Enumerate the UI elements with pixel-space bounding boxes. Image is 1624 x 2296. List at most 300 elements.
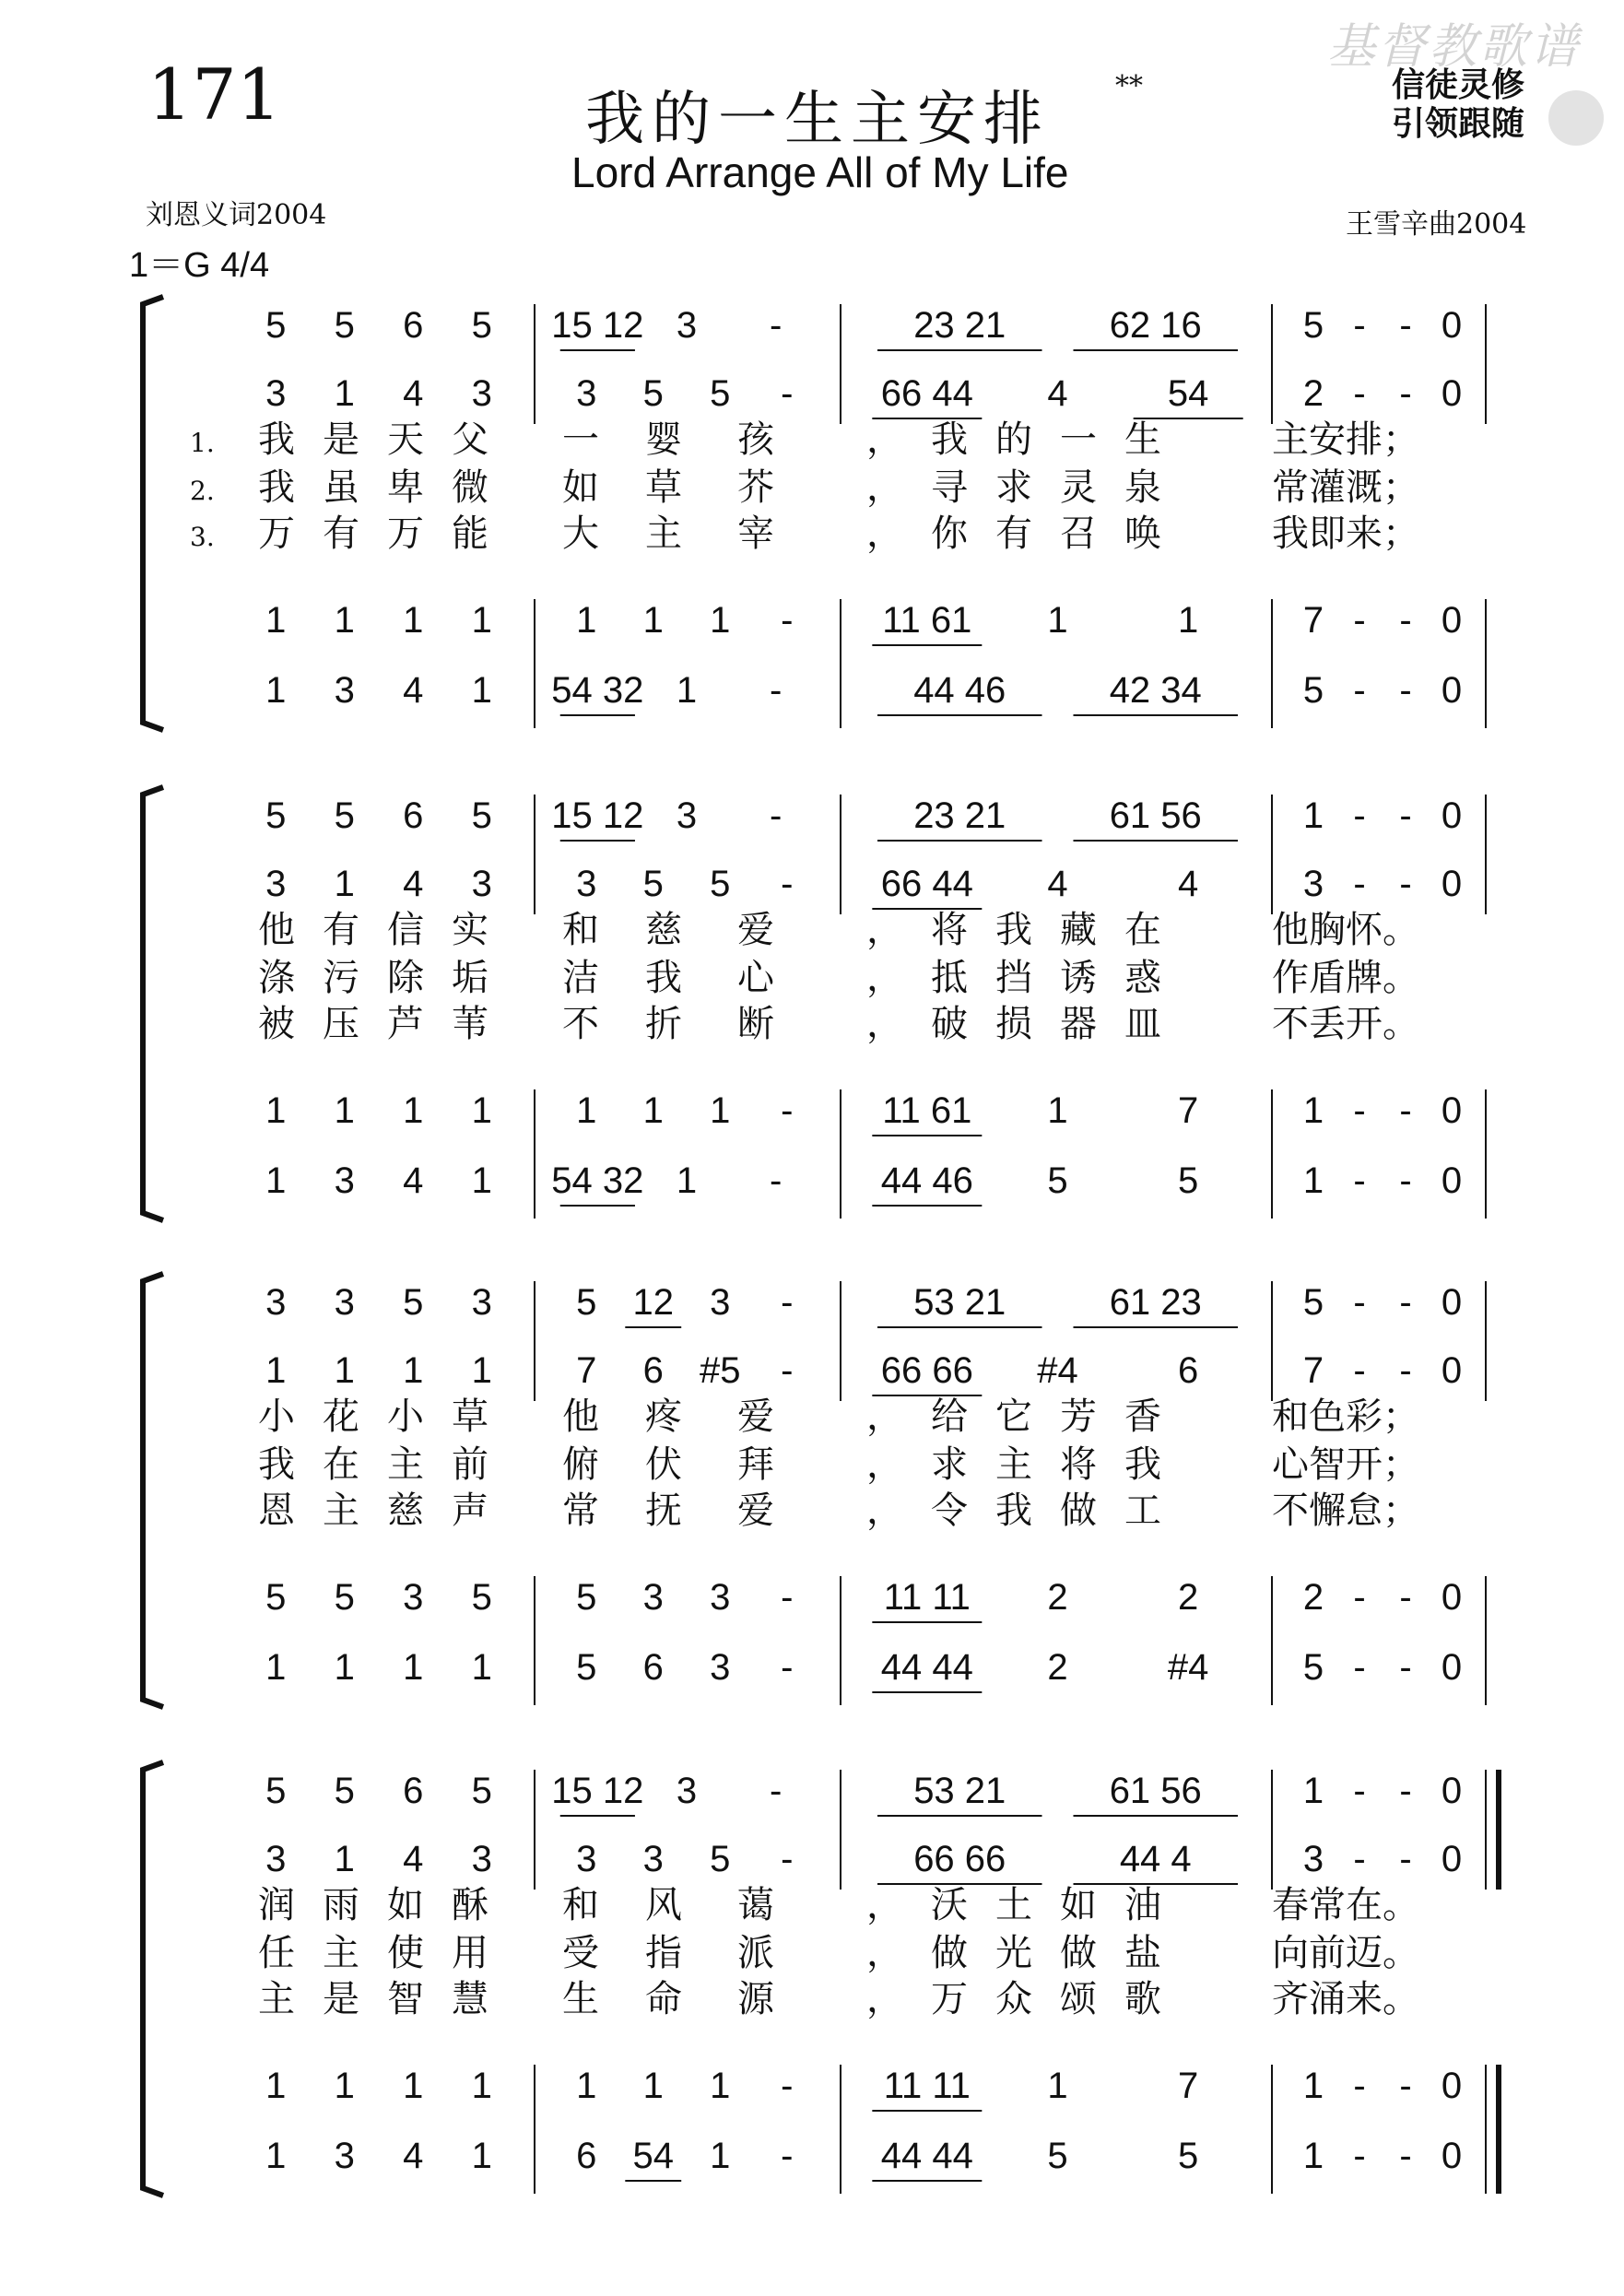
lyric-char: 器 <box>1060 1003 1097 1045</box>
bass-note: - <box>1399 1647 1412 1688</box>
alto-note: 5 <box>710 864 731 904</box>
tenor-note: 0 <box>1441 1577 1463 1618</box>
lyric-char: 和 <box>562 909 599 951</box>
bass-note: 5 <box>1047 1160 1068 1201</box>
lyric-char: 酥 <box>452 1884 488 1926</box>
lyric-char: 压 <box>323 1003 359 1045</box>
bass-note: 0 <box>1441 2136 1463 2176</box>
lyric-char: ， <box>866 1395 903 1438</box>
lyric-char: 是 <box>323 1978 359 2020</box>
lyric-char: 心 <box>1272 1443 1309 1486</box>
lyric-char: ， <box>866 1443 903 1486</box>
alto-note: - <box>781 1839 794 1879</box>
lyric-char: 他 <box>562 1395 599 1438</box>
alto-note: 1 <box>334 1350 355 1391</box>
tenor-note: 1 <box>576 600 597 641</box>
alto-note: 1 <box>471 1350 492 1391</box>
tenor-note: 11 11 <box>883 1577 971 1618</box>
lyric-char: 声 <box>452 1489 488 1532</box>
lyric-char: 寻 <box>931 466 968 509</box>
soprano-note: - <box>781 1282 794 1323</box>
lyric-char: 主 <box>387 1443 424 1486</box>
lyric-char: 润 <box>258 1884 295 1926</box>
alto-note: - <box>781 373 794 414</box>
tenor-note: - <box>781 600 794 641</box>
bass-note: 2 <box>1047 1647 1068 1688</box>
lyric-char: 芳 <box>1060 1395 1097 1438</box>
bass-note: 42 34 <box>1109 670 1202 711</box>
lyric-char: ； <box>1383 1443 1419 1486</box>
bass-note: 1 <box>265 670 287 711</box>
lyric-char: 常 <box>1272 466 1309 509</box>
lyric-char: 如 <box>562 466 599 509</box>
lyric-char: ； <box>1383 1489 1419 1532</box>
alto-note: 66 66 <box>913 1839 1006 1879</box>
tenor-note: 1 <box>403 1090 424 1131</box>
lyric-char: 派 <box>737 1932 774 1974</box>
lyric-char: 有 <box>323 512 359 555</box>
alto-note: #5 <box>700 1350 741 1391</box>
lyric-char: ； <box>1383 466 1419 509</box>
lyric-char: 洁 <box>562 957 599 999</box>
hymn-title: 我的一生主安排 <box>585 86 1050 154</box>
bass-note: - <box>1399 2136 1412 2176</box>
lyric-char: 万 <box>931 1978 968 2020</box>
alto-note: #4 <box>1037 1350 1078 1391</box>
lyric-char: 我 <box>258 418 295 461</box>
alto-note: 1 <box>334 864 355 904</box>
lyric-char: 孩 <box>737 418 774 461</box>
soprano-note: 5 <box>1302 305 1324 346</box>
lyric-char: 色 <box>1309 1395 1346 1438</box>
alto-note: 3 <box>1302 864 1324 904</box>
tenor-note: 3 <box>403 1577 424 1618</box>
alto-note: 3 <box>576 1839 597 1879</box>
lyric-char: 他 <box>1272 909 1309 951</box>
bass-note: 1 <box>265 1647 287 1688</box>
bass-note: 54 <box>632 2136 674 2176</box>
lyric-char: 不 <box>1272 1489 1309 1532</box>
alto-note: 66 66 <box>880 1350 973 1391</box>
system-bracket <box>143 1274 163 1707</box>
soprano-note: 3 <box>265 1282 287 1323</box>
alto-note: 3 <box>576 864 597 904</box>
alto-note: 0 <box>1441 1839 1463 1879</box>
lyric-char: 我 <box>995 909 1032 951</box>
lyric-char: ； <box>1383 1395 1419 1438</box>
bass-note: 44 46 <box>913 670 1006 711</box>
soprano-note: - <box>1399 305 1412 346</box>
alto-note: 4 <box>403 1839 424 1879</box>
alto-note: - <box>1353 1350 1366 1391</box>
soprano-note: 5 <box>576 1282 597 1323</box>
bass-note: #4 <box>1167 1647 1209 1688</box>
system-bracket <box>143 1762 163 2196</box>
tenor-note: 11 61 <box>882 600 972 641</box>
alto-note: - <box>781 864 794 904</box>
tenor-note: 1 <box>710 1090 731 1131</box>
lyric-char: 灵 <box>1060 466 1097 509</box>
tenor-note: 1 <box>334 600 355 641</box>
soprano-note: 0 <box>1441 305 1463 346</box>
soprano-note: 5 <box>471 305 492 346</box>
lyricist-credit: 刘恩义词2004 <box>146 199 327 231</box>
bass-note: 5 <box>1047 2136 1068 2176</box>
bass-note: 6 <box>642 1647 664 1688</box>
tenor-note: - <box>1353 2066 1366 2106</box>
soprano-note: 15 12 <box>551 1771 644 1811</box>
bass-note: 1 <box>676 670 698 711</box>
soprano-note: 5 <box>334 1771 355 1811</box>
lyric-char: 如 <box>1060 1884 1097 1926</box>
alto-note: - <box>1399 1839 1412 1879</box>
soprano-note: - <box>1399 1771 1412 1811</box>
alto-note: - <box>1399 1350 1412 1391</box>
lyric-char: 卑 <box>387 466 424 509</box>
hymn-number: 171 <box>147 53 282 135</box>
lyric-char: 。 <box>1383 1978 1419 2020</box>
bass-note: 1 <box>471 1160 492 1201</box>
lyric-char: 主 <box>323 1932 359 1974</box>
tenor-note: - <box>1353 1577 1366 1618</box>
tenor-note: 1 <box>334 1090 355 1131</box>
lyric-char: 爱 <box>737 909 774 951</box>
bass-note: 1 <box>471 670 492 711</box>
bass-note: 1 <box>403 1647 424 1688</box>
lyric-char: 在 <box>323 1443 359 1486</box>
bass-note: 5 <box>1178 2136 1199 2176</box>
bass-note: 4 <box>403 670 424 711</box>
tenor-note: 0 <box>1441 1090 1463 1131</box>
lyric-char: 风 <box>645 1884 682 1926</box>
lyric-char: 排 <box>1346 418 1383 461</box>
lyric-char: 我 <box>258 466 295 509</box>
lyric-char: 微 <box>452 466 488 509</box>
lyric-char: ， <box>866 957 903 999</box>
soprano-note: - <box>1353 1771 1366 1811</box>
soprano-note: 53 21 <box>913 1282 1006 1323</box>
soprano-note: - <box>1353 1282 1366 1323</box>
bass-note: 1 <box>1302 2136 1324 2176</box>
lyric-char: 宰 <box>737 512 774 555</box>
bass-note: - <box>1353 1160 1366 1201</box>
soprano-note: 3 <box>676 795 698 836</box>
lyric-char: ； <box>1383 512 1419 555</box>
lyric-char: 前 <box>452 1443 488 1486</box>
lyric-char: 疼 <box>645 1395 682 1438</box>
lyric-char: 花 <box>323 1395 359 1438</box>
soprano-note: 12 <box>632 1282 674 1323</box>
category-line-2: 引领跟随 <box>1392 105 1525 143</box>
lyric-char: 。 <box>1383 1932 1419 1974</box>
alto-note: 5 <box>642 373 664 414</box>
lyric-char: 他 <box>258 909 295 951</box>
tenor-note: 0 <box>1441 600 1463 641</box>
alto-note: 0 <box>1441 1350 1463 1391</box>
lyric-char: 智 <box>387 1978 424 2020</box>
lyric-char: 作 <box>1272 957 1309 999</box>
alto-note: 3 <box>265 1839 287 1879</box>
bass-note: 1 <box>471 2136 492 2176</box>
tenor-note: 1 <box>403 600 424 641</box>
lyric-char: 安 <box>1309 418 1346 461</box>
lyric-char: 天 <box>387 418 424 461</box>
soprano-note: 5 <box>1302 1282 1324 1323</box>
alto-note: 2 <box>1302 373 1324 414</box>
soprano-note: 5 <box>471 1771 492 1811</box>
soprano-note: 5 <box>265 305 287 346</box>
lyric-char: 唤 <box>1124 512 1161 555</box>
alto-note: 3 <box>576 373 597 414</box>
lyric-char: 胸 <box>1309 909 1346 951</box>
lyric-char: ， <box>866 1932 903 1974</box>
lyric-char: 懈 <box>1309 1489 1346 1532</box>
lyric-char: 芦 <box>387 1003 424 1045</box>
lyric-char: 牌 <box>1346 957 1383 999</box>
lyric-char: 做 <box>1060 1489 1097 1532</box>
lyric-char: 怠 <box>1346 1489 1383 1532</box>
lyric-char: 你 <box>931 512 968 555</box>
soprano-note: 61 56 <box>1109 1771 1202 1811</box>
alto-note: - <box>781 1350 794 1391</box>
soprano-note: 5 <box>265 795 287 836</box>
lyric-char: 被 <box>258 1003 295 1045</box>
alto-note: 3 <box>642 1839 664 1879</box>
tenor-note: 1 <box>642 2066 664 2106</box>
lyric-char: 万 <box>387 512 424 555</box>
lyric-char: ， <box>866 1489 903 1532</box>
system-bracket <box>143 787 163 1220</box>
lyric-char: 做 <box>931 1932 968 1974</box>
lyric-char: 做 <box>1060 1932 1097 1974</box>
alto-note: 4 <box>1178 864 1199 904</box>
lyric-char: ， <box>866 909 903 951</box>
tenor-note: 5 <box>576 1577 597 1618</box>
alto-note: 4 <box>1047 864 1068 904</box>
lyric-char: 能 <box>452 512 488 555</box>
soprano-note: - <box>1399 795 1412 836</box>
alto-note: 6 <box>1178 1350 1199 1391</box>
bass-note: 5 <box>576 1647 597 1688</box>
lyric-char: 破 <box>931 1003 968 1045</box>
bass-note: 1 <box>676 1160 698 1201</box>
alto-note: 1 <box>265 1350 287 1391</box>
tenor-note: 0 <box>1441 2066 1463 2106</box>
alto-note: 5 <box>642 864 664 904</box>
lyric-char: 折 <box>645 1003 682 1045</box>
lyric-char: 污 <box>323 957 359 999</box>
lyric-char: 求 <box>995 466 1032 509</box>
lyric-char: ， <box>866 418 903 461</box>
lyric-char: 前 <box>1309 1932 1346 1974</box>
lyric-char: 受 <box>562 1932 599 1974</box>
lyric-char: 慧 <box>452 1978 488 2020</box>
tenor-note: 5 <box>334 1577 355 1618</box>
lyric-char: 有 <box>995 512 1032 555</box>
lyric-char: 藏 <box>1060 909 1097 951</box>
lyric-char: 诱 <box>1060 957 1097 999</box>
bass-note: 3 <box>710 1647 731 1688</box>
lyric-char: 主 <box>645 512 682 555</box>
lyric-char: 草 <box>452 1395 488 1438</box>
soprano-note: 3 <box>471 1282 492 1323</box>
tenor-note: - <box>1353 1090 1366 1131</box>
lyric-char: 爱 <box>737 1395 774 1438</box>
alto-note: 3 <box>1302 1839 1324 1879</box>
tenor-note: 1 <box>265 600 287 641</box>
tenor-note: 7 <box>1178 2066 1199 2106</box>
lyric-char: 我 <box>1124 1443 1161 1486</box>
lyric-char: 命 <box>645 1978 682 2020</box>
lyric-char: 断 <box>737 1003 774 1045</box>
soprano-note: - <box>770 305 783 346</box>
lyric-char: 开 <box>1346 1443 1383 1486</box>
alto-note: 4 <box>403 373 424 414</box>
tenor-note: 1 <box>1047 600 1068 641</box>
soprano-note: 15 12 <box>551 305 644 346</box>
lyric-char: 令 <box>931 1489 968 1532</box>
soprano-note: 5 <box>334 795 355 836</box>
bass-note: 3 <box>334 1160 355 1201</box>
alto-note: 54 <box>1167 373 1209 414</box>
lyric-char: 蔼 <box>737 1884 774 1926</box>
tenor-note: 1 <box>265 2066 287 2106</box>
soprano-note: 1 <box>1302 1771 1324 1811</box>
lyric-char: ， <box>866 1978 903 2020</box>
lyric-char: 不 <box>1272 1003 1309 1045</box>
lyric-char: ， <box>866 512 903 555</box>
alto-note: 1 <box>334 1839 355 1879</box>
tenor-note: 2 <box>1047 1577 1068 1618</box>
lyric-char: 油 <box>1124 1884 1161 1926</box>
lyric-char: 来 <box>1346 512 1383 555</box>
soprano-note: 0 <box>1441 1771 1463 1811</box>
alto-note: 3 <box>265 373 287 414</box>
tenor-note: 2 <box>1178 1577 1199 1618</box>
lyric-char: 泉 <box>1124 466 1161 509</box>
bass-note: - <box>770 1160 783 1201</box>
soprano-note: 15 12 <box>551 795 644 836</box>
lyric-char: 众 <box>995 1978 1032 2020</box>
alto-note: 3 <box>265 864 287 904</box>
bass-note: 44 46 <box>880 1160 973 1201</box>
soprano-note: - <box>770 795 783 836</box>
lyric-char: 婴 <box>645 418 682 461</box>
lyric-char: 信 <box>387 909 424 951</box>
lyric-char: 一 <box>562 418 599 461</box>
tenor-note: 1 <box>1302 1090 1324 1131</box>
tenor-note: 3 <box>642 1577 664 1618</box>
verse-number: 2. <box>190 476 215 506</box>
lyric-char: 智 <box>1309 1443 1346 1486</box>
verse-number: 1. <box>190 428 215 458</box>
bass-note: - <box>781 1647 794 1688</box>
tenor-note: 1 <box>710 600 731 641</box>
lyric-char: 来 <box>1346 1978 1383 2020</box>
title-mark: ** <box>1115 70 1143 102</box>
bass-note: 1 <box>265 2136 287 2176</box>
tenor-note: 1 <box>471 2066 492 2106</box>
tenor-note: 2 <box>1302 1577 1324 1618</box>
lyric-char: 慈 <box>645 909 682 951</box>
soprano-note: 1 <box>1302 795 1324 836</box>
lyric-char: 小 <box>258 1395 295 1438</box>
tenor-note: 1 <box>576 2066 597 2106</box>
tenor-note: 1 <box>334 2066 355 2106</box>
tenor-note: - <box>1399 1577 1412 1618</box>
tenor-note: 1 <box>576 1090 597 1131</box>
tenor-note: - <box>1399 600 1412 641</box>
bass-note: - <box>1353 670 1366 711</box>
soprano-note: - <box>1353 305 1366 346</box>
soprano-note: 6 <box>403 1771 424 1811</box>
bass-note: 0 <box>1441 670 1463 711</box>
bass-note: 4 <box>403 2136 424 2176</box>
tenor-note: 1 <box>471 600 492 641</box>
alto-note: 5 <box>710 373 731 414</box>
lyric-char: 丢 <box>1309 1003 1346 1045</box>
lyric-char: 挡 <box>995 957 1032 999</box>
lyric-char: 草 <box>645 466 682 509</box>
lyric-char: 我 <box>931 418 968 461</box>
lyric-char: 主 <box>258 1978 295 2020</box>
alto-note: 4 <box>1047 373 1068 414</box>
tenor-note: 1 <box>471 1090 492 1131</box>
bass-note: - <box>781 2136 794 2176</box>
lyric-char: 损 <box>995 1003 1032 1045</box>
alto-note: 3 <box>471 373 492 414</box>
lyric-char: 抵 <box>931 957 968 999</box>
lyric-char: 苇 <box>452 1003 488 1045</box>
tenor-note: 11 61 <box>882 1090 972 1131</box>
soprano-note: 53 21 <box>913 1771 1006 1811</box>
alto-note: - <box>1399 373 1412 414</box>
soprano-note: 61 56 <box>1109 795 1202 836</box>
soprano-note: 5 <box>265 1771 287 1811</box>
tenor-note: 1 <box>710 2066 731 2106</box>
lyric-char: 。 <box>1383 1884 1419 1926</box>
lyric-char: 小 <box>387 1395 424 1438</box>
lyric-char: 用 <box>452 1932 488 1974</box>
tenor-note: - <box>1399 1090 1412 1131</box>
lyric-char: 求 <box>931 1443 968 1486</box>
lyric-char: 主 <box>995 1443 1032 1486</box>
lyric-char: 常 <box>1309 1884 1346 1926</box>
lyric-char: 主 <box>323 1489 359 1532</box>
lyric-char: 使 <box>387 1932 424 1974</box>
soprano-note: 6 <box>403 795 424 836</box>
hymn-subtitle: Lord Arrange All of My Life <box>571 148 1069 196</box>
bass-note: 0 <box>1441 1160 1463 1201</box>
lyric-char: 除 <box>387 957 424 999</box>
bass-note: 44 44 <box>880 2136 973 2176</box>
tenor-note: - <box>781 1577 794 1618</box>
lyric-char: 源 <box>737 1978 774 2020</box>
tenor-note: - <box>781 1090 794 1131</box>
lyric-char: 我 <box>1272 512 1309 555</box>
bass-note: - <box>1353 2136 1366 2176</box>
soprano-note: 23 21 <box>913 795 1006 836</box>
tenor-note: 1 <box>642 600 664 641</box>
lyric-char: 。 <box>1383 909 1419 951</box>
key-signature: 1＝G 4/4 <box>129 246 270 285</box>
soprano-note: 5 <box>334 305 355 346</box>
watermark-text: 基督教歌谱 <box>1327 19 1582 75</box>
lyric-char: 灌 <box>1309 466 1346 509</box>
bass-note: 54 32 <box>551 670 644 711</box>
bass-note: - <box>1399 670 1412 711</box>
bass-note: 1 <box>471 1647 492 1688</box>
